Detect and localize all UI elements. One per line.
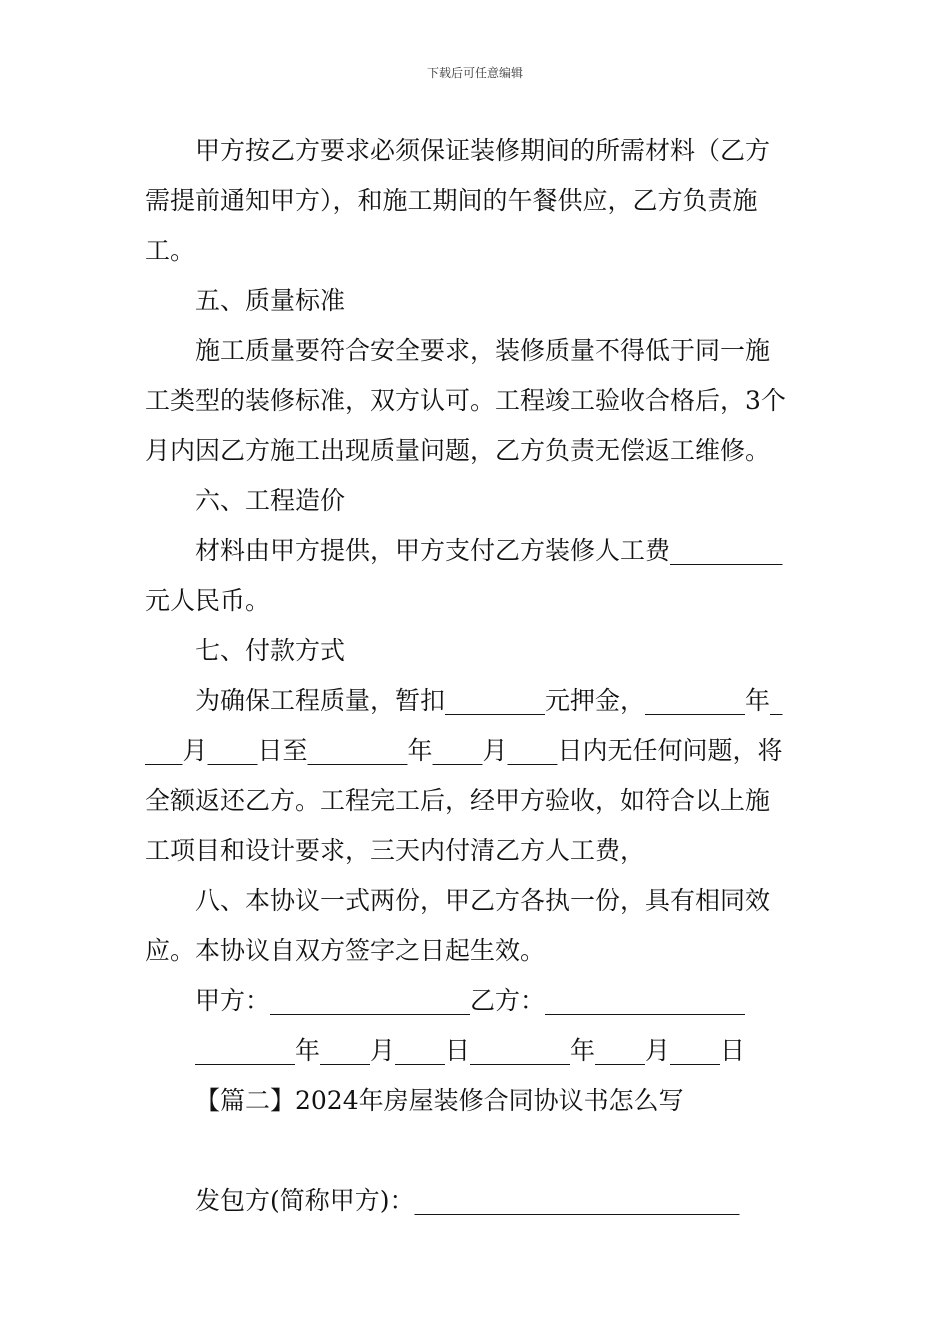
paragraph-quality-line-3: 月内因乙方施工出现质量问题，乙方负责无偿返工维修。 — [145, 436, 771, 465]
paragraph-cost-line-1: 材料由甲方提供，甲方支付乙方装修人工费_________ — [195, 536, 783, 565]
paragraph-copies-line-1: 八、本协议一式两份，甲乙方各执一份，具有相同效 — [195, 886, 771, 915]
paragraph-copies-line-2: 应。本协议自双方签字之日起生效。 — [145, 936, 546, 965]
section-heading-payment: 七、付款方式 — [195, 636, 346, 665]
paragraph-materials-line-1: 甲方按乙方要求必须保证装修期间的所需材料（乙方 — [195, 136, 771, 165]
paragraph-quality-line-1: 施工质量要符合安全要求，装修质量不得低于同一施 — [195, 336, 771, 365]
contractor-party-line: 发包方(简称甲方)：__________________________ — [195, 1186, 740, 1215]
section-title-part-two: 【篇二】2024年房屋装修合同协议书怎么写 — [195, 1086, 684, 1115]
page-header: 下载后可任意编辑 — [426, 66, 523, 80]
paragraph-payment-line-2: ___月____日至________年____月____日内无任何问题，将 — [145, 736, 783, 765]
date-line: ________年____月____日________年____月____日 — [195, 1036, 746, 1065]
paragraph-materials-line-3: 工。 — [145, 236, 196, 265]
document-body — [145, 126, 807, 1226]
signature-line: 甲方：________________乙方：________________ — [195, 986, 746, 1015]
blank-spacer — [145, 1126, 807, 1176]
section-heading-quality: 五、质量标准 — [195, 286, 346, 315]
paragraph-quality-line-2: 工类型的装修标准，双方认可。工程竣工验收合格后，3个 — [145, 386, 786, 415]
paragraph-payment-line-1: 为确保工程质量，暂扣________元押金，________年_ — [195, 686, 783, 715]
paragraph-payment-line-3: 全额返还乙方。工程完工后，经甲方验收，如符合以上施 — [145, 786, 771, 815]
paragraph-cost-line-2: 元人民币。 — [145, 586, 271, 615]
paragraph-payment-line-4: 工项目和设计要求，三天内付清乙方人工费， — [145, 836, 646, 865]
section-heading-cost: 六、工程造价 — [195, 486, 346, 515]
paragraph-materials-line-2: 需提前通知甲方），和施工期间的午餐供应，乙方负责施 — [145, 186, 758, 215]
